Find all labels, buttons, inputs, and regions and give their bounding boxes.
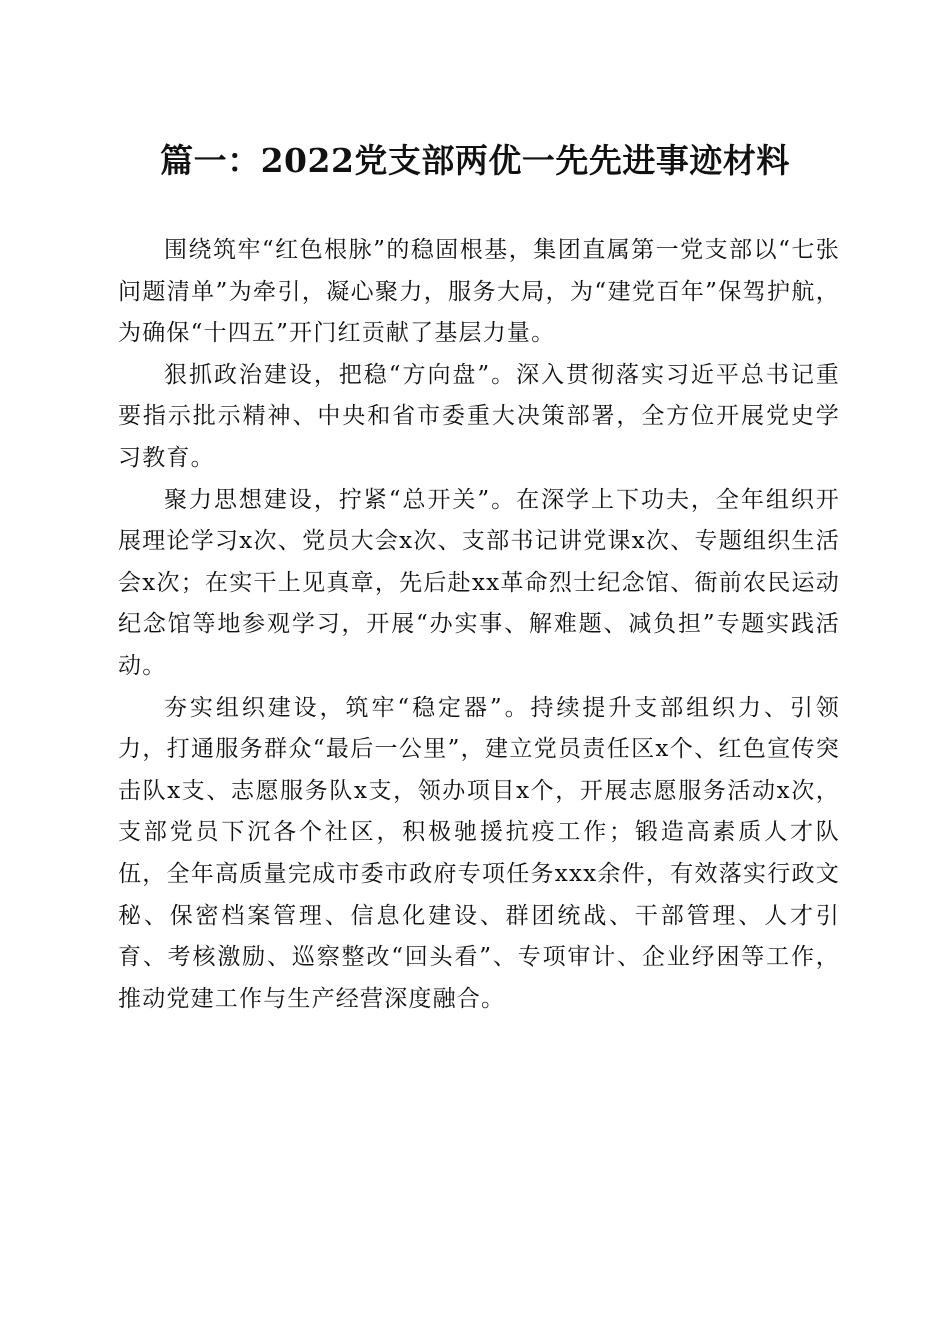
paragraph-intro: 围绕筑牢“红色根脉”的稳固根基，集团直属第一党支部以“七张问题清单”为牵引，凝心聚力，服务大局，为“建党百年”保驾护航，为确保“十四五”开门红贡献了基层力量。 xyxy=(118,237,840,347)
document-title: 篇一：2022党支部两优一先先进事迹材料 xyxy=(160,141,790,180)
paragraph-ideological-building: 聚力思想建设，拧紧“总开关”。在深学上下功夫，全年组织开展理论学习x次、党员大会x次、支部书记讲党课x次、专题组织生活会x次；在实干上见真章，先后赴xx革命烈士纪念馆、衙前农民运动纪念馆等地参观学习，开展“办实事、解难题、减负担”专题实践活动。 xyxy=(118,486,840,679)
paragraph-organizational-building: 夯实组织建设，筑牢“稳定器”。持续提升支部组织力、引领力，打通服务群众“最后一公里”，建立党员责任区x个、红色宣传突击队x支、志愿服务队x支，领办项目x个，开展志愿服务活动x次，支部党员下沉各个社区，积极驰援抗疫工作；锻造高素质人才队伍，全年高质量完成市委市政府专项任务xxx余件，有效落实行政文秘、保密档案管理、信息化建设、群团统战、干部管理、人才引育、考核激励、巡察整改“回头看”、专项审计、企业纾困等工作，推动党建工作与生产经营深度融合。 xyxy=(118,694,840,1012)
paragraph-political-building: 狠抓政治建设，把稳“方向盘”。深入贯彻落实习近平总书记重要指示批示精神、中央和省市委重大决策部署，全方位开展党史学习教育。 xyxy=(118,361,840,471)
document-body xyxy=(118,230,840,1020)
